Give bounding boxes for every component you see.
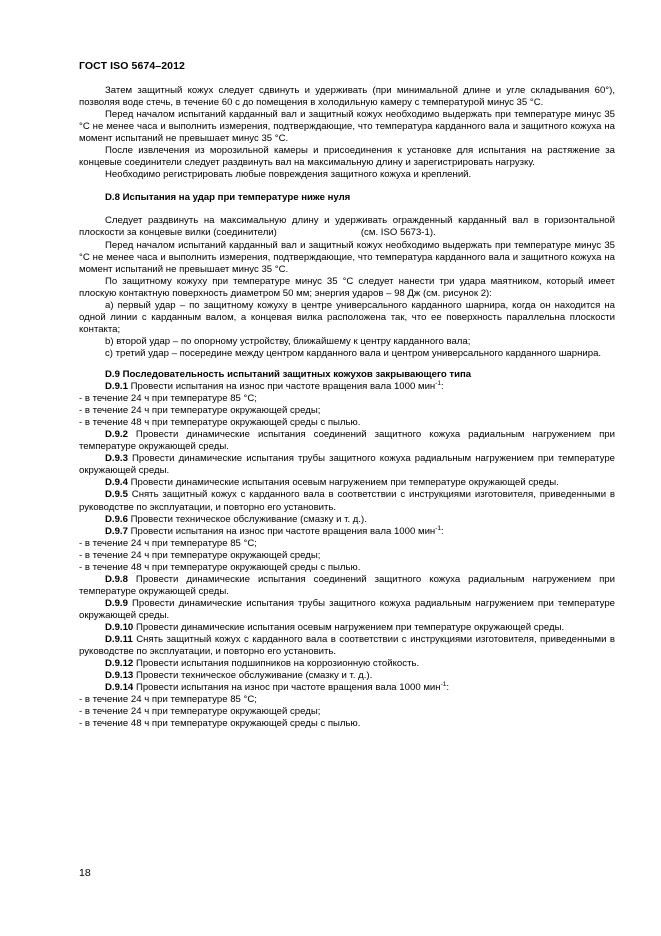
unit-exponent: -1 [435,524,442,532]
clause-text: Провести испытания на износ при частоте вращения вала 1000 мин [127,525,436,537]
clause-text: Провести испытания подшипников на коррозионную стойкость. [133,658,420,670]
section-heading-d9: D.9 Последовательность испытаний защитных кожухов закрывающего типа [105,368,472,380]
punctuation: : [441,381,444,393]
clause-text: Провести испытания на износ при частоте вращения вала 1000 мин [133,682,441,694]
clause-number: D.9.3 [105,453,128,465]
clause-text: Провести динамические испытания осевым нагружением при температуре окружающей среды. [127,477,559,489]
paragraph: Перед началом испытаний карданный вал и защитный кожух необходимо выдержать при температуре минус 35 °С не менее часа и выполнить измерения, подтверждающие, что температура карданного вала и защитного кожуха на момент испытаний не превышает минус 35 °С. [79,239,615,275]
paragraph: Перед началом испытаний карданный вал и защитный кожух необходимо выдержать при температуре минус 35 °С не менее часа и выполнить измерения, подтверждающие, что температура карданного вала и защитного кожуха на момент испытаний не превышает минус 35 °С. [79,109,615,145]
clause-d9-5 [79,489,615,513]
clause-d9-11 [79,634,615,658]
list-item: - в течение 24 ч при температуре окружающей среды; [79,405,321,417]
clause-text: Провести динамические испытания трубы защитного кожуха радиальным нагружением при температуре окружающей среды. [79,453,615,477]
clause-number: D.9.7 [105,525,128,537]
punctuation: : [441,525,444,537]
unit-exponent: -1 [440,681,447,689]
list-item: а) первый удар – по защитному кожуху в центре универсального карданного шарнира, когда он находится на одной линии с карданным валом, а концевая вилка расположена так, что ее поверхность параллельна плоскости контакта; [79,299,615,335]
clause-number: D.9.8 [105,573,128,585]
page-number: 18 [79,867,91,879]
standard-header: ГОСТ ISO 5674–2012 [79,60,185,72]
list-item: - в течение 24 ч при температуре 85 °С; [79,393,257,405]
clause-number: D.9.2 [105,429,128,441]
clause-d9-13 [79,670,615,682]
clause-d9-6 [79,514,615,526]
clause-text: Провести испытания на износ при частоте вращения вала 1000 мин [127,381,436,393]
clause-d9-3 [79,453,615,477]
clause-text: Провести динамические испытания соединений защитного кожуха радиальным нагружением при температуре окружающей среды. [79,573,615,597]
clause-d9-10 [79,622,615,634]
clause-text: Провести динамические испытания соединений защитного кожуха радиальным нагружением при температуре окружающей среды. [79,429,615,453]
unit-exponent: -1 [435,379,442,387]
clause-text: Провести техническое обслуживание (смазку и т. д.). [133,670,373,682]
paragraph: После извлечения из морозильной камеры и присоединения к установке для испытания на растяжение за концевые соединители следует раздвинуть вал на максимальную длину и зарегистрировать нагрузку. [79,145,615,169]
clause-d9-14 [79,682,615,694]
list-item: - в течение 48 ч при температуре окружающей среды с пылью. [79,718,361,730]
paragraph [79,215,615,239]
list-item: - в течение 24 ч при температуре 85 °С; [79,537,257,549]
list-item: - в течение 24 ч при температуре 85 °С; [79,694,257,706]
clause-text: Провести динамические испытания трубы защитного кожуха радиальным нагружением при температуре окружающей среды. [79,597,615,621]
clause-number: D.9.12 [105,658,134,670]
clause-d9-7 [79,526,615,538]
clause-number: D.9.4 [105,477,128,489]
clause-number: D.9.11 [105,634,133,646]
clause-text: Снять защитный кожух с карданного вала в соответствии с инструкциями изготовителя, приведенными в руководстве по эксплуатации, и повторно его установить. [79,634,615,658]
clause-text: Провести техническое обслуживание (смазку и т. д.). [127,513,367,525]
list-item: - в течение 24 ч при температуре окружающей среды; [79,706,321,718]
clause-number: D.9.5 [105,489,128,501]
paragraph-text: Следует раздвинуть на максимальную длину и удерживать огражденный карданный вал в горизонтальной плоскости за концевые вилки (соединители) [79,215,615,239]
page-body [79,85,615,730]
list-item: - в течение 24 ч при температуре окружающей среды; [79,549,321,561]
list-item: - в течение 48 ч при температуре окружающей среды с пылью. [79,417,361,429]
clause-d9-4 [79,477,615,489]
clause-number: D.9.1 [105,381,128,393]
clause-d9-9 [79,598,615,622]
paragraph: Затем защитный кожух следует сдвинуть и удерживать (при минимальной длине и угле складывания 60°), позволяя воде стечь, в течение 60 с до помещения в холодильную камеру с температурой минус 35 °С. [79,85,615,109]
clause-d9-12 [79,658,615,670]
paragraph: По защитному кожуху при температуре минус 35 °С следует нанести три удара маятником, который имеет плоскую контактную поверхность диаметром 50 мм; энергия ударов – 98 Дж (см. рисунок 2): [79,275,615,299]
clause-text: Снять защитный кожух с карданного вала в соответствии с инструкциями изготовителя, приведенными в руководстве по эксплуатации, и повторно его установить. [79,489,615,513]
clause-number: D.9.14 [105,682,134,694]
clause-number: D.9.10 [105,621,134,633]
paragraph: Необходимо регистрировать любые повреждения защитного кожуха и креплений. [105,169,472,181]
clause-d9-2 [79,429,615,453]
clause-number: D.9.9 [105,597,128,609]
clause-d9-8 [79,574,615,598]
list-item: b) второй удар – по опорному устройству, ближайшему к центру карданного вала; [105,335,471,347]
clause-number: D.9.13 [105,670,134,682]
list-item: с) третий удар – посередине между центром карданного вала и центром универсального карданного шарнира. [105,347,602,359]
section-heading-d8: D.8 Испытания на удар при температуре ниже нуля [105,192,351,204]
clause-text: Провести динамические испытания осевым нагружением при температуре окружающей среды. [133,621,565,633]
standard-reference: (см. ISO 5673-1). [360,227,436,239]
list-item: - в течение 48 ч при температуре окружающей среды с пылью. [79,561,361,573]
clause-number: D.9.6 [105,513,128,525]
clause-d9-1 [79,381,615,393]
punctuation: : [446,682,450,694]
